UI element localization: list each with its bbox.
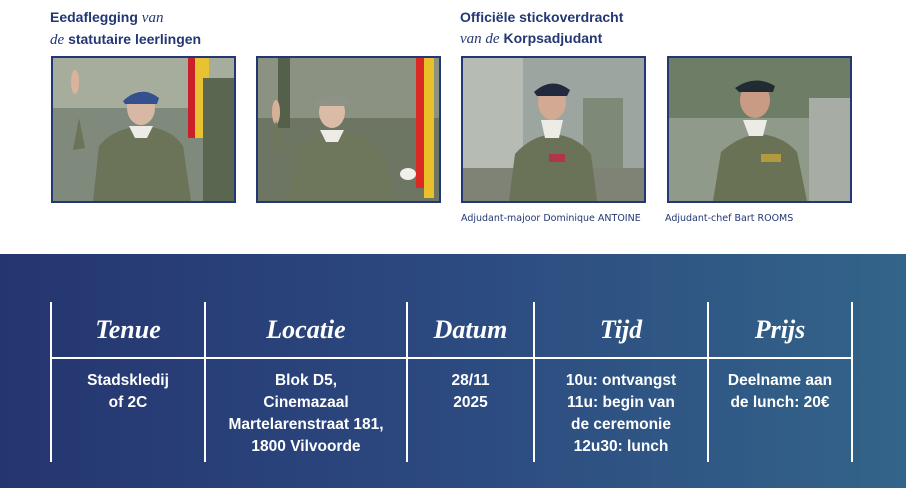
photo-bart-rooms	[667, 56, 852, 203]
cell-line: 10u: ontvangst	[565, 372, 677, 389]
cell-line: 1800 Vilvoorde	[251, 438, 361, 455]
photo-student-oath-2	[256, 56, 441, 203]
heading-text: Officiële stickoverdracht	[460, 9, 624, 25]
cell-line: 11u: begin van	[567, 394, 675, 411]
heading-text: Eedaflegging	[50, 9, 138, 25]
swearing-in-heading	[50, 7, 201, 51]
table-divider	[851, 302, 853, 462]
header-prijs: Prijs	[754, 315, 806, 344]
cell-line: 12u30: lunch	[573, 438, 669, 455]
cell-line: 28/11	[451, 372, 490, 389]
caption-antoine: Adjudant-majoor Dominique ANTOINE	[461, 213, 641, 224]
cell-line: de ceremonie	[571, 416, 671, 433]
header-datum: Datum	[433, 315, 508, 344]
heading-italic: de	[50, 32, 65, 48]
header-tijd: Tijd	[599, 315, 643, 344]
heading-italic: van de	[460, 31, 500, 47]
caption-rooms: Adjudant-chef Bart ROOMS	[665, 213, 794, 224]
table-header-rule	[50, 357, 853, 359]
cell-prijs	[709, 370, 851, 414]
heading-italic: van	[141, 10, 164, 26]
cell-locatie	[206, 370, 406, 458]
cell-line: de lunch: 20€	[730, 394, 830, 411]
cell-line: Blok D5,	[274, 372, 337, 389]
photo-dominique-antoine	[461, 56, 646, 203]
cell-line: 2025	[453, 394, 488, 411]
cell-line: Deelname aan	[727, 372, 833, 389]
cell-line: of 2C	[108, 394, 148, 411]
cell-line: Stadskledij	[87, 372, 169, 389]
cell-line: Cinemazaal	[263, 394, 349, 411]
cell-datum	[408, 370, 533, 414]
heading-text: Korpsadjudant	[503, 30, 603, 46]
photo-student-oath-1	[51, 56, 236, 203]
heading-text: statutaire leerlingen	[68, 31, 202, 47]
header-locatie: Locatie	[266, 315, 346, 344]
header-tenue: Tenue	[95, 315, 161, 344]
cell-tijd	[535, 370, 707, 458]
cell-tenue	[52, 370, 204, 414]
stick-transfer-heading	[460, 7, 623, 50]
cell-line: Martelarenstraat 181,	[228, 416, 384, 433]
info-table	[50, 302, 853, 462]
